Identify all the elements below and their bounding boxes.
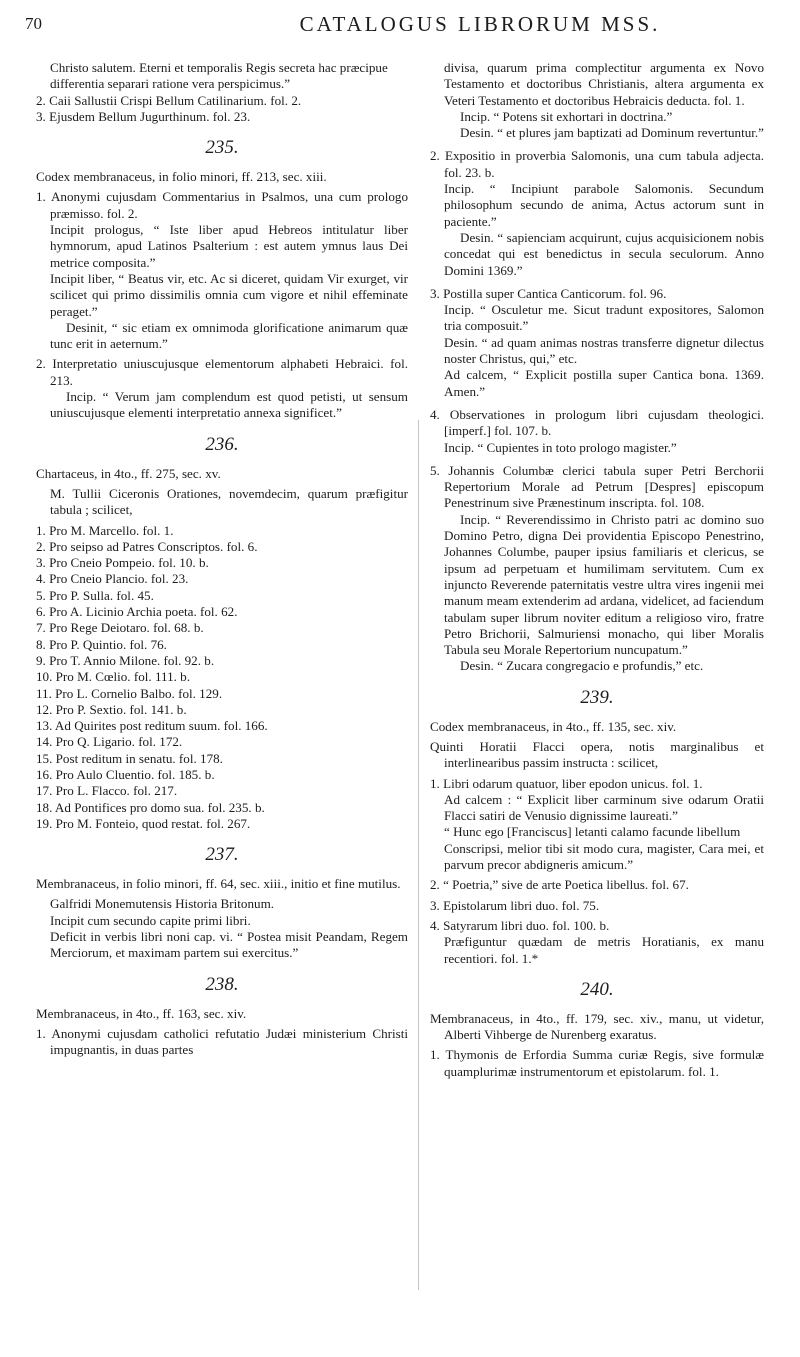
entry-number-236: 236. [205,433,239,455]
list-item: 3. Ejusdem Bellum Jugurthinum. fol. 23. [36,108,251,124]
list-item: 1. Anonymi cujusdam catholici refutatio Judæi ministerium Christi impugnantis, in duas partes [36,1025,408,1058]
continued-text: divisa, quarum prima complectitur argumenta ex Novo Testamento et doctoribus Christianis, altera argumenta ex Veteri Testamento et doctoribus Hebraicis deducta. fol. 1. [444,60,764,108]
right-column [430,60,764,1080]
codex-description: Codex membranaceus, in 4to., ff. 135, sec. xiv. [430,718,677,734]
incipit-text: Incip. “ Reverendissimo in Christo patri ac domino suo Domino Petro, digna Dei providentia Episcopo Penestrino, Johannes Columbe, pauper ipsius familiaris et clericus, se ipsum ad perpetuam et humilimam servitutem. Cum ex injuncto Reverende paternitatis vestre ultra vires ingenii mei manum meam extenderim ad ardana, videlicet, ad faciendum tabulam super librum noviter editum a religioso viro, fratre Petro Brichorii, Salmuriensi monacho, qui liber Moralis Tabula seu Morale Repertorium nuncupatum.” [444,511,764,658]
list-item: 1. Anonymi cujusdam Commentarius in Psalmos, una cum prologo præmisso. fol. 2. [36,189,408,221]
incipit-text: Incip. “ Potens sit exhortari in doctrina.” [460,108,673,124]
incipit-text: Incip. “ Cupientes in toto prologo magister.” [444,439,677,455]
codex-description: Membranaceus, in folio minori, ff. 64, sec. xiii., initio et fine mutilus. [36,876,401,892]
oration-item: 17. Pro L. Flacco. fol. 217. [36,783,178,799]
list-item: 3. Epistolarum libri duo. fol. 75. [430,897,600,913]
left-column [36,60,408,1059]
desinit-text: Desinit, “ sic etiam ex omnimoda glorificatione animarum quæ tunc erit in aeternum.” [50,319,408,352]
oration-item: 3. Pro Cneio Pompeio. fol. 10. b. [36,555,209,571]
entry-number-235: 235. [205,137,239,159]
oration-item: 19. Pro M. Fonteio, quod restat. fol. 267. [36,815,251,831]
incipit-text: Incipit prologus, “ Iste liber apud Hebreos intitulatur liber hymnorum, apud Latinos Psalterium : est autem ymnus laus Dei metrice composita.” [50,222,408,270]
list-item: 2. Expositio in proverbia Salomonis, una cum tabula adjecta. fol. 23. b. [430,148,764,180]
entry-number-238: 238. [205,973,239,995]
incipit-text: Incip. “ Incipiunt parabole Salomonis. Secundum philosophum secundo de anima, Actus actorum sunt in paciente.” [444,181,764,229]
deficit-text: Deficit in verbis libri noni cap. vi. “ Postea misit Peandam, Regem Merciorum, et maximam partem sui exercitus.” [50,929,408,961]
continued-text: Christo salutem. Eterni et temporalis Regis secreta hac præcipue differentia separari ratione vera perspicimus.” [50,60,388,92]
list-item: 1. Thymonis de Erfordia Summa curiæ Regis, sive formulæ quamplurimæ instrumentorum et epistolarum. fol. 1. [430,1047,764,1079]
oration-item: 4. Pro Cneio Plancio. fol. 23. [36,571,189,587]
incipit-text: Incipit liber, “ Beatus vir, etc. Ac si diceret, quidam Vir exurget, vir scilicet qui primo dissimilis omnia cum vigore et nihil effeminate peraget.” [50,270,408,319]
column-divider [418,420,419,1290]
desinit-text: Desin. “ Zucara congregacio e profundis,” etc. [460,658,704,674]
codex-description: Membranaceus, in 4to., ff. 163, sec. xiv. [36,1005,247,1021]
contents-intro: Quinti Horatii Flacci opera, notis marginalibus et interlinearibus passim instructa : scilicet, [430,738,764,771]
desinit-text: Desin. “ et plures jam baptizati ad Dominum revertuntur.” [460,125,764,141]
codex-description: Chartaceus, in 4to., ff. 275, sec. xv. [36,465,221,481]
incipit-text: Incip. “ Osculetur me. Sicut tradunt expositores, Salomon tria composuit.” [444,302,764,334]
codex-description: Codex membranaceus, in folio minori, ff. 213, sec. xiii. [36,169,327,185]
oration-item: 6. Pro A. Licinio Archia poeta. fol. 62. [36,604,238,620]
oration-item: 7. Pro Rege Deiotaro. fol. 68. b. [36,620,204,636]
oration-item: 18. Ad Pontifices pro domo sua. fol. 235. b. [36,799,265,815]
explicit-text: Ad calcem : “ Explicit liber carminum sive odarum Oratii Flacci satiri de Venusio dignissime laureati.” [444,791,764,824]
entry-number-240: 240. [580,978,614,1000]
list-item: 4. Satyrarum libri duo. fol. 100. b. [430,917,610,933]
oration-item: 9. Pro T. Annio Milone. fol. 92. b. [36,652,215,668]
oration-item: 12. Pro P. Sextio. fol. 141. b. [36,701,187,717]
oration-item: 11. Pro L. Cornelio Balbo. fol. 129. [36,685,223,701]
oration-item: 2. Pro seipso ad Patres Conscriptos. fol. 6. [36,538,258,554]
list-item: 2. “ Poetria,” sive de arte Poetica libellus. fol. 67. [430,877,689,893]
work-title: Galfridi Monemutensis Historia Britonum. [50,896,275,912]
oration-item: 5. Pro P. Sulla. fol. 45. [36,587,154,603]
oration-item: 13. Ad Quirites post reditum suum. fol. 166. [36,718,268,734]
note-text: Præfiguntur quædam de metris Horatianis, ex manu recentiori. fol. 1.* [444,934,764,966]
list-item: 2. Interpretatio uniuscujusque elementorum alphabeti Hebraici. fol. 213. [36,356,408,388]
explicit-text: Ad calcem, “ Explicit postilla super Cantica bona. 1369. Amen.” [444,367,764,399]
incipit-text: Incip. “ Verum jam complendum est quod petisti, ut sensum uniuscujusque elementi interpretatio annexa significet.” [50,389,408,421]
oration-item: 10. Pro M. Cœlio. fol. 111. b. [36,669,190,685]
desinit-text: Desin. “ sapienciam acquirunt, cujus acquisicionem nobis concedat qui est benedictus in secula seculorum. Anno Domini 1369.” [444,229,764,278]
incipit-text: Incipit cum secundo capite primi libri. [50,912,251,928]
oration-item: 1. Pro M. Marcello. fol. 1. [36,522,174,538]
page-number: 70 [25,14,42,33]
colophon-verse: “ Hunc ego [Franciscus] letanti calamo facunde libellum [444,824,741,840]
oration-item: 15. Post reditum in senatu. fol. 178. [36,750,223,766]
colophon-verse: Conscripsi, melior tibi sit modo cura, magister, Cara mei, et parvum precor abdigneris amicum.” [444,840,764,873]
list-item: 2. Caii Sallustii Crispi Bellum Catilinarium. fol. 2. [36,92,302,108]
list-item: 1. Libri odarum quatuor, liber epodon unicus. fol. 1. [430,775,703,791]
oration-item: 16. Pro Aulo Cluentio. fol. 185. b. [36,766,215,782]
contents-intro: M. Tullii Ciceronis Orationes, novemdecim, quarum præfigitur tabula ; scilicet, [50,485,408,518]
codex-description: Membranaceus, in 4to., ff. 179, sec. xiv., manu, ut videtur, Alberti Vihberge de Nurenberg exaratus. [430,1010,764,1043]
list-item: 5. Johannis Columbæ clerici tabula super Petri Berchorii Repertorium Morale ad Petrum [Despres] episcopum Penestrinum sive Prænestinum inscripta. fol. 108. [430,462,764,511]
entry-number-239: 239. [580,686,614,708]
desinit-text: Desin. “ ad quam animas nostras transferre dignetur dilectus noster Christus, qui,” etc. [444,334,764,367]
oration-item: 14. Pro Q. Ligario. fol. 172. [36,734,183,750]
running-head: CATALOGUS LIBRORUM MSS. [299,12,661,36]
oration-item: 8. Pro P. Quintio. fol. 76. [36,636,167,652]
entry-number-237: 237. [205,844,239,866]
list-item: 3. Postilla super Cantica Canticorum. fol. 96. [430,285,667,301]
list-item: 4. Observationes in prologum libri cujusdam theologici. [imperf.] fol. 107. b. [430,406,764,439]
page-header [0,12,800,38]
